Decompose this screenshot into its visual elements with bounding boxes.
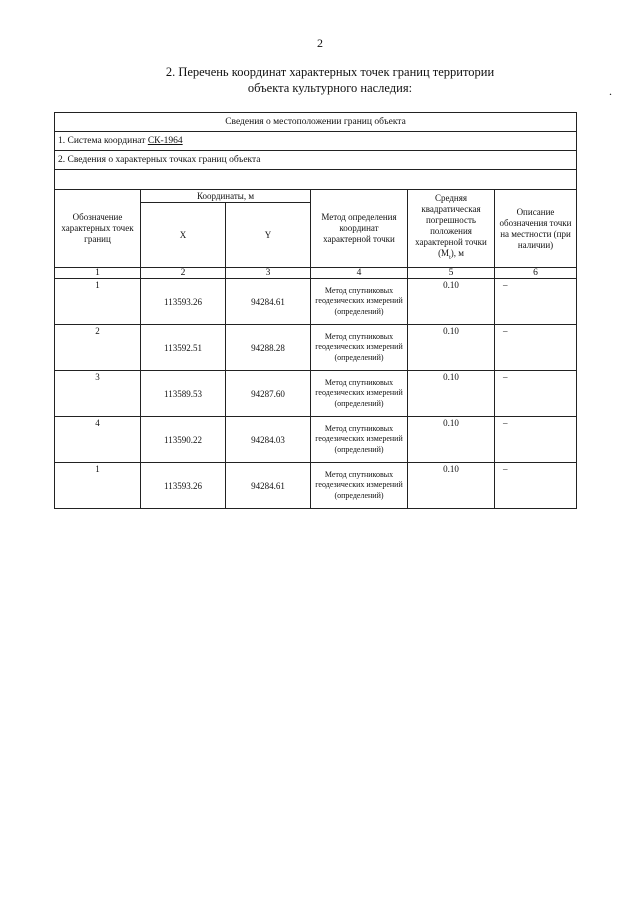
accuracy-cell: 0.10 (408, 417, 495, 463)
accuracy-cell: 0.10 (408, 279, 495, 325)
method-cell: Метод спутниковых геодезических измерений (определений) (311, 371, 408, 417)
description-cell: – (495, 325, 577, 371)
col-number: 2 (141, 268, 226, 279)
method-cell: Метод спутниковых геодезических измерений (определений) (311, 463, 408, 509)
table-row (55, 279, 577, 325)
method-cell: Метод спутниковых геодезических измерений (определений) (311, 417, 408, 463)
coordinates-table (54, 112, 577, 509)
table-header: Сведения о местоположении границ объекта (55, 113, 577, 132)
table-row (55, 371, 577, 417)
point-cell: 2 (55, 325, 141, 371)
description-cell: – (495, 371, 577, 417)
coordinate-system-value: СК-1964 (147, 136, 183, 146)
x-cell: 113589.53 (141, 371, 226, 417)
col-number: 1 (55, 268, 141, 279)
accuracy-cell: 0.10 (408, 371, 495, 417)
spacer-row (55, 170, 577, 190)
table-row (55, 463, 577, 509)
x-cell: 113592.51 (141, 325, 226, 371)
document-title (120, 64, 540, 96)
column-numbers-row (55, 268, 577, 279)
coordinate-system-row (55, 132, 577, 151)
description-cell: – (495, 463, 577, 509)
title-line-2: объекта культурного наследия: (247, 81, 413, 95)
page-number: 2 (317, 36, 323, 50)
y-cell: 94284.61 (226, 463, 311, 509)
coordinate-system-label: 1. Система координат (58, 136, 148, 146)
point-cell: 4 (55, 417, 141, 463)
point-cell: 1 (55, 463, 141, 509)
col-point-header: Обозначение характерных точек границ (55, 190, 141, 268)
y-cell: 94284.61 (226, 279, 311, 325)
y-cell: 94287.60 (226, 371, 311, 417)
col-number: 5 (408, 268, 495, 279)
accuracy-cell: 0.10 (408, 325, 495, 371)
col-number: 3 (226, 268, 311, 279)
col-coords-header: Координаты, м (141, 190, 311, 203)
col-method-header: Метод определения координат характерной точки (311, 190, 408, 268)
method-cell: Метод спутниковых геодезических измерений (определений) (311, 279, 408, 325)
col-accuracy-header (408, 190, 495, 268)
y-cell: 94284.03 (226, 417, 311, 463)
table-row (55, 417, 577, 463)
table-row (55, 325, 577, 371)
col-number: 4 (311, 268, 408, 279)
col-number: 6 (495, 268, 577, 279)
col-x-header: X (141, 203, 226, 268)
x-cell: 113590.22 (141, 417, 226, 463)
stray-mark: . (609, 84, 612, 98)
method-cell: Метод спутниковых геодезических измерений (определений) (311, 325, 408, 371)
description-cell: – (495, 417, 577, 463)
col-description-header: Описание обозначения точки на местности (при наличии) (495, 190, 577, 268)
point-cell: 3 (55, 371, 141, 417)
description-cell: – (495, 279, 577, 325)
accuracy-header-text: Средняя квадратическая погрешность положения характерной точки $(M_t)$, м (415, 193, 487, 261)
accuracy-cell: 0.10 (408, 463, 495, 509)
title-line-1: 2. Перечень координат характерных точек границ территории (165, 65, 495, 79)
point-cell: 1 (55, 279, 141, 325)
x-cell: 113593.26 (141, 463, 226, 509)
y-cell: 94288.28 (226, 325, 311, 371)
x-cell: 113593.26 (141, 279, 226, 325)
points-info-row: 2. Сведения о характерных точках границ объекта (55, 151, 577, 170)
col-y-header: Y (226, 203, 311, 268)
